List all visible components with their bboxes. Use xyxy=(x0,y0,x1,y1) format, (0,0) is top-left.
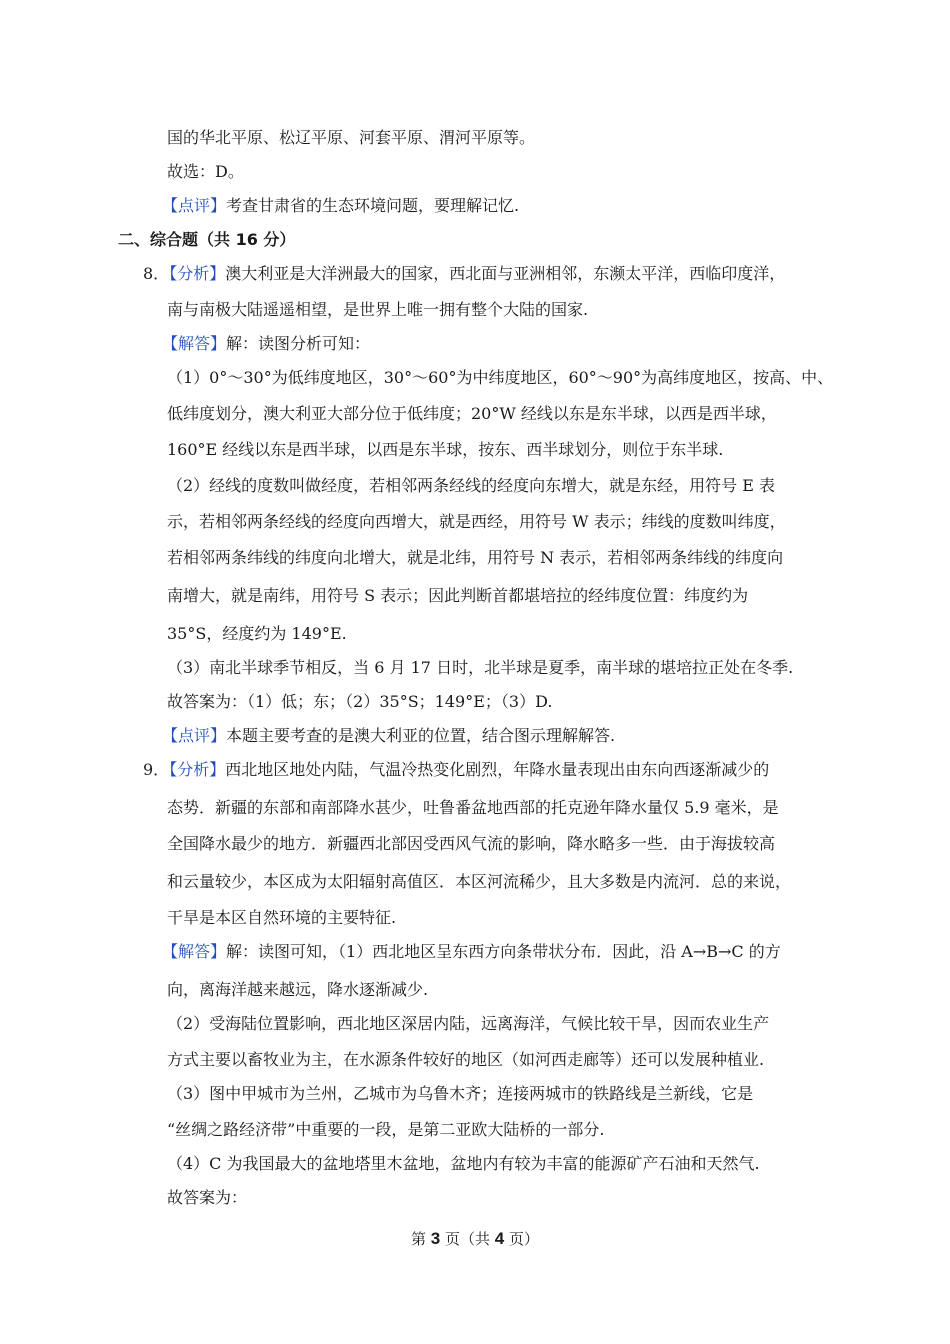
section-heading: 二、综合题（共 16 分） xyxy=(118,230,296,249)
analysis-tag: 【分析】 xyxy=(169,264,226,283)
text-line: 160°E 经线以东是西半球，以西是东半球，按东、西半球划分，则位于东半球. xyxy=(167,440,724,459)
text-line: 向，离海洋越来越远，降水逐渐减少. xyxy=(167,980,429,999)
text-line: （3）图中甲城市为兰州，乙城市为乌鲁木齐；连接两城市的铁路线是兰新线，它是 xyxy=(167,1084,754,1103)
text-line: 全国降水最少的地方．新疆西北部因受西风气流的影响，降水略多一些．由于海拔较高 xyxy=(167,834,776,853)
text-line: 故答案为：（1）低；东；（2）35°S；149°E；（3）D. xyxy=(167,692,553,711)
comment-text: 本题主要考查的是澳大利亚的位置，结合图示理解解答. xyxy=(226,726,616,745)
footer-mid: 页（共 xyxy=(440,1230,495,1248)
text-line: （3）南北半球季节相反，当 6 月 17 日时，北半球是夏季，南半球的堪培拉正处在冬季. xyxy=(167,658,794,677)
text-line: （2）经线的度数叫做经度，若相邻两条经线的经度向东增大，就是东经，用符号 E 表 xyxy=(167,476,776,495)
text-line: 南增大，就是南纬，用符号 S 表示；因此判断首都堪培拉的经纬度位置：纬度约为 xyxy=(167,586,749,605)
answer-text: 解：读图可知，（1）西北地区呈东西方向条带状分布．因此，沿 A→B→C 的方 xyxy=(226,942,781,961)
text-line: 和云量较少，本区成为太阳辐射高值区．本区河流稀少，且大多数是内流河．总的来说， xyxy=(167,872,792,891)
comment-tag: 【点评】 xyxy=(162,196,227,215)
comment-tag: 【点评】 xyxy=(162,726,227,745)
analysis-text: 西北地区地处内陆，气温冷热变化剧烈，年降水量表现出由东向西逐渐减少的 xyxy=(225,760,770,779)
footer-total-pages: 4 xyxy=(494,1229,505,1248)
question-9-analysis xyxy=(143,760,769,780)
footer-page-number: 3 xyxy=(430,1229,441,1248)
footer-suffix: 页） xyxy=(504,1230,540,1248)
question-8-analysis xyxy=(143,264,785,284)
text-line: 故选：D。 xyxy=(167,162,244,181)
answer-tag: 【解答】 xyxy=(162,334,227,353)
text-line: 国的华北平原、松辽平原、河套平原、渭河平原等。 xyxy=(167,128,536,147)
analysis-text: 澳大利亚是大洋洲最大的国家，西北面与亚洲相邻，东濒太平洋，西临印度洋， xyxy=(225,264,786,283)
comment-line xyxy=(162,726,615,746)
footer-prefix: 第 xyxy=(410,1230,431,1248)
question-number: 8． xyxy=(143,264,170,283)
analysis-tag: 【分析】 xyxy=(169,760,226,779)
text-line: （1）0°～30°为低纬度地区，30°～60°为中纬度地区，60°～90°为高纬度地区，按高、中、 xyxy=(167,368,834,387)
answer-line xyxy=(162,942,781,962)
text-line: 低纬度划分，澳大利亚大部分位于低纬度；20°W 经线以东是东半球，以西是西半球， xyxy=(167,404,777,423)
answer-tag: 【解答】 xyxy=(162,942,227,961)
text-line: 示，若相邻两条经线的经度向西增大，就是西经，用符号 W 表示；纬线的度数叫纬度， xyxy=(167,512,786,531)
text-line: 若相邻两条纬线的纬度向北增大，就是北纬，用符号 N 表示，若相邻两条纬线的纬度向 xyxy=(167,548,784,567)
comment-text: 考查甘肃省的生态环境问题，要理解记忆. xyxy=(226,196,520,215)
text-line: 故答案为： xyxy=(167,1188,248,1207)
text-line: 态势．新疆的东部和南部降水甚少，吐鲁番盆地西部的托克逊年降水量仅 5.9 毫米，是 xyxy=(167,798,779,817)
text-line: 35°S，经度约为 149°E. xyxy=(167,624,347,643)
page-footer xyxy=(0,1228,950,1250)
text-line: 干旱是本区自然环境的主要特征. xyxy=(167,908,397,927)
text-line: “丝绸之路经济带”中重要的一段，是第二亚欧大陆桥的一部分. xyxy=(167,1120,605,1139)
answer-text: 解：读图分析可知： xyxy=(226,334,371,353)
question-number: 9． xyxy=(143,760,170,779)
text-line: （2）受海陆位置影响，西北地区深居内陆，远离海洋，气候比较干旱，因而农业生产 xyxy=(167,1014,770,1033)
answer-line xyxy=(162,334,370,354)
comment-line xyxy=(162,196,519,216)
text-line: 南与南极大陆遥遥相望，是世界上唯一拥有整个大陆的国家. xyxy=(167,300,589,319)
text-line: （4）C 为我国最大的盆地塔里木盆地，盆地内有较为丰富的能源矿产石油和天然气. xyxy=(167,1154,760,1173)
text-line: 方式主要以畜牧业为主，在水源条件较好的地区（如河西走廊等）还可以发展种植业. xyxy=(167,1050,765,1069)
